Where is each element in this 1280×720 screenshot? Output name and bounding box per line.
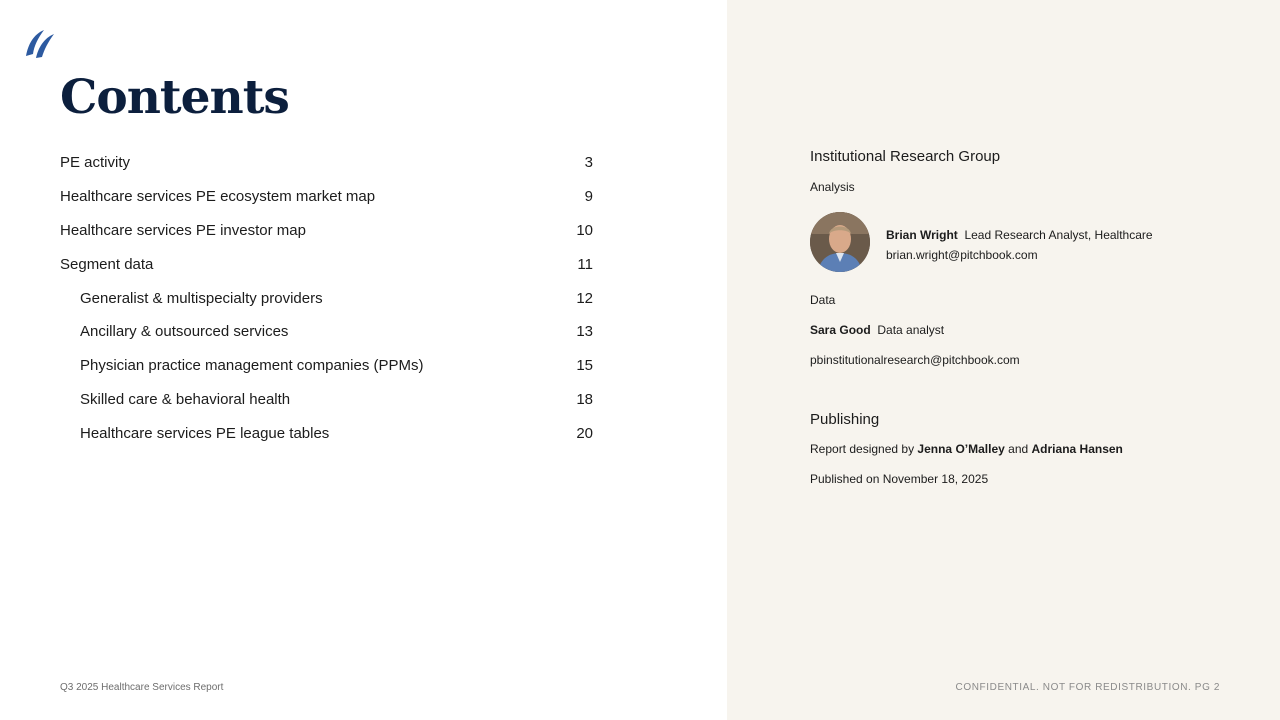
data-analyst-info: [810, 323, 944, 337]
data-analyst-role: Data analyst: [877, 323, 945, 337]
toc-entry-label: Skilled care & behavioral health: [80, 390, 291, 408]
toc-entry-label: Healthcare services PE league tables: [80, 424, 330, 442]
toc-entry[interactable]: [60, 281, 593, 315]
toc-entry-page: 10: [576, 221, 593, 239]
toc-entry-label: PE activity: [60, 154, 131, 172]
toc-entry-label: Physician practice management companies (PPMs): [80, 357, 424, 375]
toc-entry[interactable]: [60, 383, 593, 417]
designer-2: Adriana Hansen: [1031, 442, 1123, 456]
toc-entry-page: 9: [584, 188, 593, 206]
research-group-title: Institutional Research Group: [810, 148, 1001, 165]
table-of-contents: [60, 146, 593, 450]
toc-entry[interactable]: [60, 416, 593, 450]
toc-entry-page: 18: [576, 390, 593, 408]
designer-1: Jenna O’Malley: [917, 442, 1005, 456]
designed-by-line: [810, 442, 1123, 456]
toc-entry-label: Healthcare services PE ecosystem market map: [60, 188, 376, 206]
toc-entry-label: Healthcare services PE investor map: [60, 221, 306, 239]
data-analyst-name: Sara Good: [810, 323, 871, 337]
designed-prefix: Report designed by: [810, 442, 915, 456]
toc-entry[interactable]: [60, 349, 593, 383]
published-date: Published on November 18, 2025: [810, 472, 989, 486]
publishing-title: Publishing: [810, 411, 880, 428]
toc-entry[interactable]: [60, 214, 593, 248]
group-email[interactable]: pbinstitutionalresearch@pitchbook.com: [810, 353, 1020, 367]
toc-entry[interactable]: [60, 180, 593, 214]
toc-entry[interactable]: [60, 247, 593, 281]
toc-entry-page: 15: [576, 357, 593, 375]
pitchbook-logo-icon: [24, 26, 58, 60]
toc-entry[interactable]: [60, 146, 593, 180]
toc-entry-label: Segment data: [60, 255, 154, 273]
toc-entry-page: 20: [576, 424, 593, 442]
confidential-footer: CONFIDENTIAL. NOT FOR REDISTRIBUTION. PG 2: [955, 682, 1220, 693]
analyst-info: [886, 225, 1153, 265]
toc-entry-page: 11: [577, 255, 593, 273]
analyst-role: Lead Research Analyst, Healthcare: [964, 228, 1153, 242]
analyst-name: Brian Wright: [886, 228, 958, 242]
toc-entry[interactable]: [60, 315, 593, 349]
toc-entry-page: 12: [576, 289, 593, 307]
analysis-label: Analysis: [810, 180, 855, 194]
page-title: Contents: [60, 70, 289, 125]
analyst-email[interactable]: brian.wright@pitchbook.com: [886, 248, 1038, 262]
designed-and: and: [1008, 442, 1029, 456]
data-label: Data: [810, 293, 836, 307]
toc-entry-label: Ancillary & outsourced services: [80, 323, 289, 341]
toc-entry-page: 3: [584, 154, 593, 172]
toc-entry-label: Generalist & multispecialty providers: [80, 289, 323, 307]
report-footer-title: Q3 2025 Healthcare Services Report: [60, 682, 224, 693]
toc-entry-page: 13: [576, 323, 593, 341]
analyst-avatar: [810, 212, 870, 272]
